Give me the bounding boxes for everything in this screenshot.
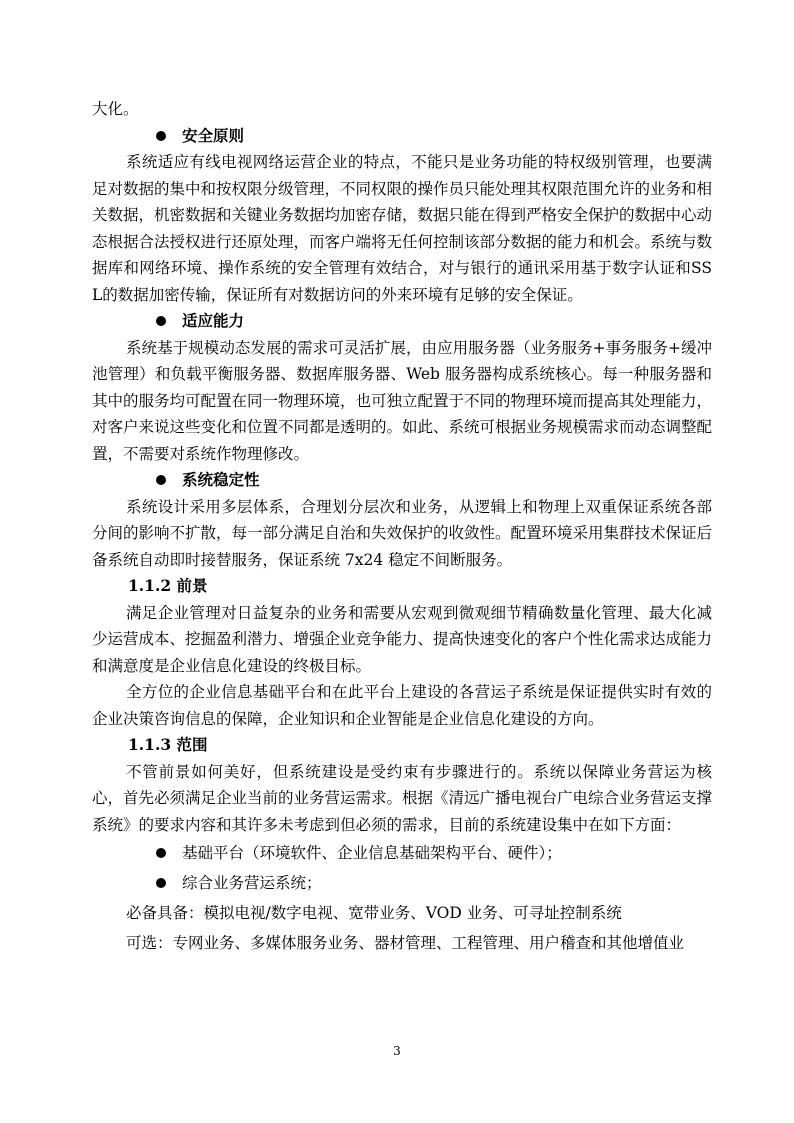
list-item	[92, 838, 712, 868]
list-item	[92, 868, 712, 898]
bullet-icon	[156, 848, 166, 858]
section-heading-scope: 1.1.3 范围	[128, 735, 208, 754]
paragraph-optional: 可选：专网业务、多媒体服务业务、器材管理、工程管理、用户稽查和其他增值业	[126, 934, 685, 952]
page-number: 3	[393, 1044, 401, 1058]
heading-adapt-text: 适应能力	[182, 311, 245, 330]
paragraph-prospect-1: 满足企业管理对日益复杂的业务和需要从宏观到微观细节精确数量化管理、最大化减少运营成本、挖掘盈利潜力、增强企业竞争能力、提高快速变化的客户个性化需求达成能力和满意度是企业信息化建设的终极目标。	[92, 603, 713, 675]
paragraph-scope-1: 不管前景如何美好，但系统建设是受约束有步骤进行的。系统以保障业务营运为核心，首先必须满足企业当前的业务营运需求。根据《清远广播电视台广电综合业务营运支撑系统》的要求内容和其许多未考虑到但必须的需求，目前的系统建设集中在如下方面：	[92, 762, 713, 834]
paragraph-security: 系统适应有线电视网络运营企业的特点，不能只是业务功能的特权级别管理，也要满足对数据的集中和按权限分级管理，不同权限的操作员只能处理其权限范围允许的业务和相关数据，机密数据和关键业务数据均加密存储，数据只能在得到严格安全保护的数据中心动态根据合法授权进行还原处理，而客户端将无任何控制该部分数据的能力和机会。系统与数据库和网络环境、操作系统的安全管理有效结合，对与银行的通讯采用基于数字认证和SSL的数据加密传输，保证所有对数据访问的外来环境有足够的安全保证。	[92, 153, 713, 304]
bullet-icon	[156, 475, 166, 485]
heading-stability-text: 系统稳定性	[182, 470, 260, 489]
bullet-icon	[156, 878, 166, 888]
heading-stability	[92, 467, 712, 494]
document-page	[92, 96, 712, 958]
paragraph-required: 必备具备：模拟电视/数字电视、宽带业务、VOD 业务、可寻址控制系统	[126, 904, 622, 922]
heading-security	[92, 123, 712, 150]
paragraph-stability: 系统设计采用多层体系，合理划分层次和业务，从逻辑上和物理上双重保证系统各部分间的影响不扩散，每一部分满足自治和失效保护的收敛性。配置环境采用集群技术保证后备系统自动即时接替服务，保证系统 7x24 稳定不间断服务。	[92, 497, 713, 569]
list-item-text: 综合业务营运系统；	[182, 874, 322, 892]
paragraph-adapt: 系统基于规模动态发展的需求可灵活扩展，由应用服务器（业务服务+事务服务+缓冲池管理）和负载平衡服务器、数据库服务器、Web 服务器构成系统核心。每一种服务器和其中的服务均可配置在同一物理环境，也可独立配置于不同的物理环境而提高其处理能力，对客户来说这些变化和位置不同都是透明的。如此、系统可根据业务规模需求而动态调整配置，不需要对系统作物理修改。	[92, 338, 713, 463]
bullet-icon	[156, 316, 166, 326]
heading-adapt	[92, 308, 712, 335]
intro-tail: 大化。	[92, 100, 139, 118]
section-heading-prospect: 1.1.2 前景	[128, 576, 208, 595]
paragraph-prospect-2: 全方位的企业信息基础平台和在此平台上建设的各营运子系统是保证提供实时有效的企业决策咨询信息的保障，企业知识和企业智能是企业信息化建设的方向。	[92, 683, 712, 728]
heading-security-text: 安全原则	[182, 125, 245, 145]
list-item-text: 基础平台（环境软件、企业信息基础架构平台、硬件）；	[182, 844, 562, 862]
bullet-icon	[156, 131, 166, 141]
